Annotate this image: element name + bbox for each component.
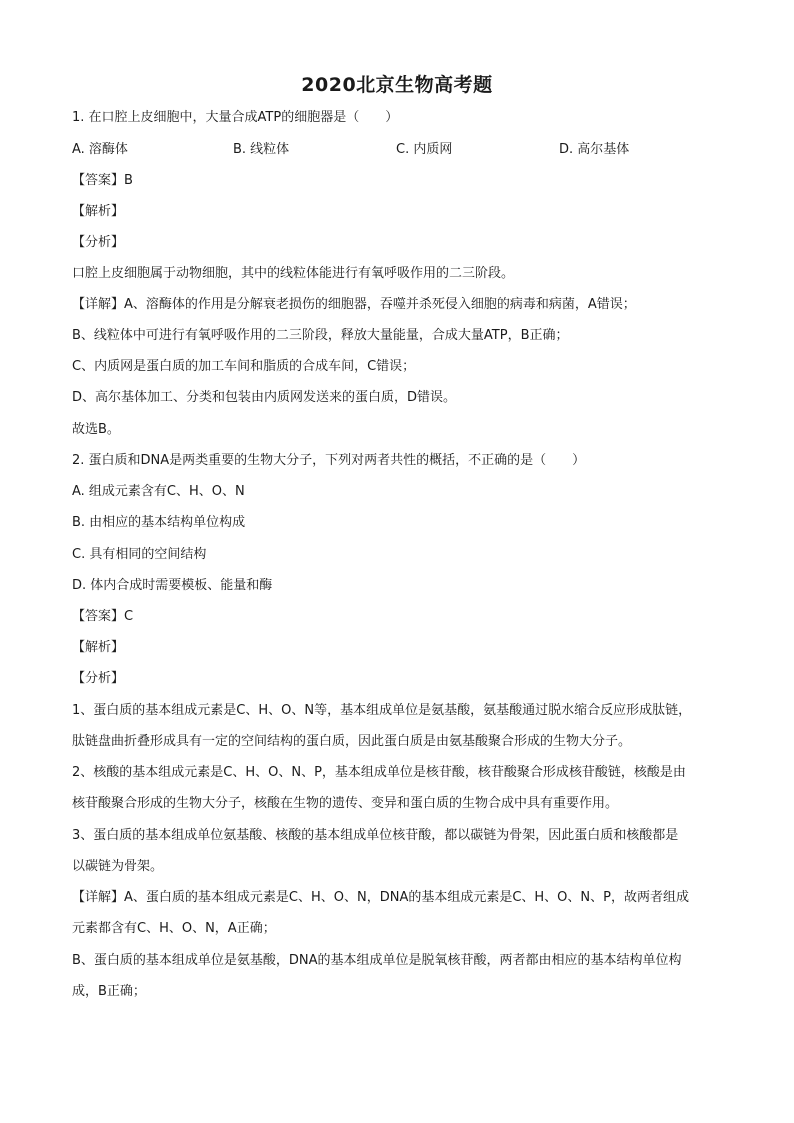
q1-conclusion: 故选B。	[72, 422, 120, 437]
q2-stem: 2. 蛋白质和DNA是两类重要的生物大分子，下列对两者共性的概括，不正确的是（ ）	[72, 453, 586, 468]
q2-option-b: B. 由相应的基本结构单位构成	[72, 515, 246, 530]
q2-option-d: D. 体内合成时需要模板、能量和酶	[72, 578, 273, 593]
q2-detail-line: B、蛋白质的基本组成单位是氨基酸，DNA的基本组成单位是脱氧核苷酸，两者都由相应的基本结构单位构	[72, 953, 682, 968]
q2-answer: 【答案】C	[72, 609, 134, 624]
q1-stem: 1. 在口腔上皮细胞中，大量合成ATP的细胞器是（ ）	[72, 110, 399, 125]
q2-analysis-line: 2、核酸的基本组成元素是C、H、O、N、P，基本组成单位是核苷酸，核苷酸聚合形成核苷酸链，核酸是由	[72, 765, 686, 780]
q1-option-d: D. 高尔基体	[559, 142, 630, 157]
q2-detail-line: 成，B正确；	[72, 984, 146, 999]
q2-analysis-line: 1、蛋白质的基本组成元素是C、H、O、N等，基本组成单位是氨基酸，氨基酸通过脱水缩合反应形成肽链，	[72, 703, 692, 718]
q2-option-a: A. 组成元素含有C、H、O、N	[72, 484, 245, 499]
q1-option-c: C. 内质网	[396, 142, 453, 157]
q2-analysis-line: 以碳链为骨架。	[72, 859, 164, 874]
q2-analysis-line: 3、蛋白质的基本组成单位氨基酸、核酸的基本组成单位核苷酸，都以碳链为骨架，因此蛋白质和核酸都是	[72, 828, 679, 843]
q1-detail-line: D、高尔基体加工、分类和包装由内质网发送来的蛋白质，D错误。	[72, 390, 457, 405]
q1-jiexi-heading: 【解析】	[72, 204, 125, 219]
q2-analysis-line: 核苷酸聚合形成的生物大分子，核酸在生物的遗传、变异和蛋白质的生物合成中具有重要作用。	[72, 796, 619, 811]
q1-answer: 【答案】B	[72, 173, 133, 188]
q2-jiexi-heading: 【解析】	[72, 640, 125, 655]
q2-detail-line: 【详解】A、蛋白质的基本组成元素是C、H、O、N，DNA的基本组成元素是C、H、O、N、P，故两者组成	[72, 890, 689, 905]
q2-fenxi-heading: 【分析】	[72, 671, 125, 686]
q1-detail-line: C、内质网是蛋白质的加工车间和脂质的合成车间，C错误；	[72, 359, 416, 374]
page-title: 2020北京生物高考题	[301, 74, 493, 96]
q2-detail-line: 元素都含有C、H、O、N，A正确；	[72, 921, 276, 936]
q1-option-b: B. 线粒体	[233, 142, 290, 157]
q1-option-a: A. 溶酶体	[72, 142, 128, 157]
q1-analysis: 口腔上皮细胞属于动物细胞，其中的线粒体能进行有氧呼吸作用的二三阶段。	[72, 266, 515, 281]
q1-detail-line: B、线粒体中可进行有氧呼吸作用的二三阶段，释放大量能量，合成大量ATP，B正确；	[72, 328, 569, 343]
q2-option-c: C. 具有相同的空间结构	[72, 547, 207, 562]
q1-detail-line: 【详解】A、溶酶体的作用是分解衰老损伤的细胞器，吞噬并杀死侵入细胞的病毒和病菌，A错误；	[72, 297, 636, 312]
q1-fenxi-heading: 【分析】	[72, 235, 125, 250]
q2-analysis-line: 肽链盘曲折叠形成具有一定的空间结构的蛋白质，因此蛋白质是由氨基酸聚合形成的生物大分子。	[72, 734, 632, 749]
